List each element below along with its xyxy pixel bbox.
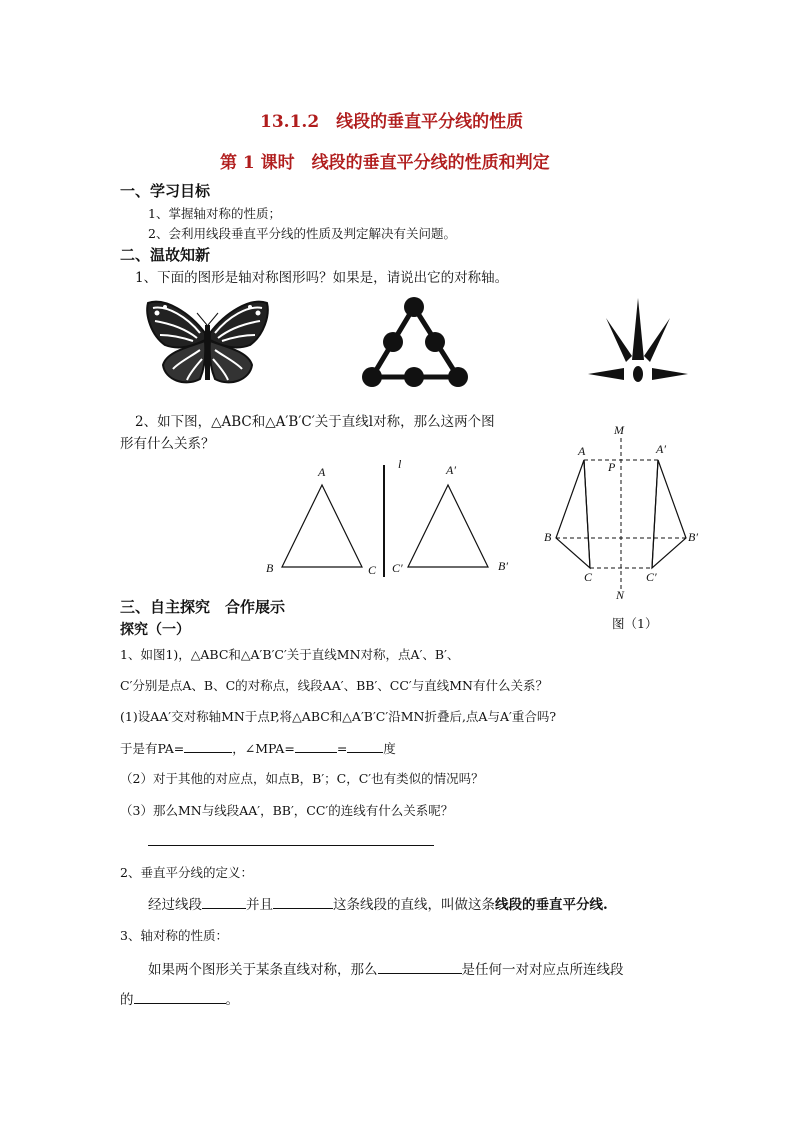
goal-item: 2、会利用线段垂直平分线的性质及判定解决有关问题。: [148, 226, 456, 241]
explore-sub-question-2: （2）对于其他的对应点，如点B，B′；C，C′也有类似的情况吗？: [120, 771, 484, 786]
label-A-prime: A′: [446, 463, 456, 477]
review-question-2: 2、如下图，△ABC和△A′B′C′关于直线l对称，那么这两个图: [135, 414, 495, 430]
fig1-label-A-prime: A′: [656, 442, 666, 456]
fig1-label-M: M: [614, 423, 624, 437]
fig1-label-A: A: [578, 444, 586, 458]
blank-axis[interactable]: [378, 959, 462, 974]
review-question-2-cont: 形有什么关系？: [120, 436, 215, 452]
answer-line[interactable]: [148, 845, 434, 846]
label-C: C: [368, 563, 377, 577]
explore-sub-question-3: （3）那么MN与线段AA′，BB′，CC′的连线有什么关系呢？: [120, 803, 454, 818]
page-subtitle: 第 1 课时 线段的垂直平分线的性质和判定: [220, 153, 550, 173]
label-l: l: [398, 457, 402, 471]
explore-1-heading: 探究（一）: [120, 622, 190, 638]
page-title: 13.1.2 线段的垂直平分线的性质: [260, 112, 524, 132]
section3-heading: 三、自主探究 合作展示: [120, 598, 286, 616]
butterfly-figure: [145, 295, 270, 390]
fan-figure: [588, 290, 688, 385]
blank-midpoint[interactable]: [202, 894, 246, 909]
dot-triangle-figure: [360, 295, 470, 390]
butterfly-body: [205, 325, 210, 380]
property-fill-in: 如果两个图形关于某条直线对称，那么 是任何一对对应点所连线段: [148, 958, 624, 978]
definition-fill-in: 经过线段 并且 这条线段的直线，叫做这条线段的垂直平分线.: [148, 893, 608, 913]
explore-question-1: 1、如图1)，△ABC和△A′B′C′关于直线MN对称，点A′、B′、: [120, 647, 460, 662]
fig1-label-P: P: [608, 460, 616, 474]
fig1-label-C: C: [584, 570, 593, 584]
fig1-label-B: B: [544, 530, 552, 544]
blank-angle-value[interactable]: [347, 738, 383, 753]
fig1-label-N: N: [616, 588, 625, 602]
explore-sub-question-1: (1)设AA′交对称轴MN于点P,将△ABC和△A′B′C′沿MN折叠后,点A与A′重合吗?: [120, 709, 557, 724]
fig1-label-B-prime: B′: [688, 530, 698, 544]
blank-perpendicular-bisector[interactable]: [134, 989, 226, 1004]
explore-question-1-cont: C′分别是点A、B、C的对称点，线段AA′、BB′、CC′与直线MN有什么关系？: [120, 678, 548, 693]
figure-1: [540, 420, 715, 640]
label-C-prime: C′: [392, 561, 403, 575]
butterfly-left-upper-wing: [147, 302, 205, 348]
mirror-triangles-figure: [260, 455, 530, 580]
fill-in-line-angle: 于是有PA= ，∠MPA= = 度: [120, 738, 396, 757]
property-fill-in-cont: 的 。: [120, 988, 239, 1008]
blank-perpendicular[interactable]: [273, 894, 333, 909]
fig1-label-C-prime: C′: [646, 570, 657, 584]
blank-angle-MPA[interactable]: [295, 738, 337, 753]
figure-1-caption: 图（1）: [612, 616, 658, 631]
section1-heading: 一、学习目标: [120, 182, 211, 200]
label-A: A: [318, 465, 326, 479]
butterfly-right-upper-wing: [210, 302, 268, 348]
blank-PA[interactable]: [184, 738, 232, 753]
label-B: B: [266, 561, 274, 575]
property-question: 3、轴对称的性质：: [120, 928, 228, 943]
section2-heading: 二、温故知新: [120, 246, 211, 264]
definition-question: 2、垂直平分线的定义：: [120, 865, 253, 880]
review-question-1: 1、下面的图形是轴对称图形吗？如果是，请说出它的对称轴。: [135, 270, 509, 286]
goal-item: 1、掌握轴对称的性质；: [148, 206, 281, 221]
label-B-prime: B′: [498, 559, 508, 573]
